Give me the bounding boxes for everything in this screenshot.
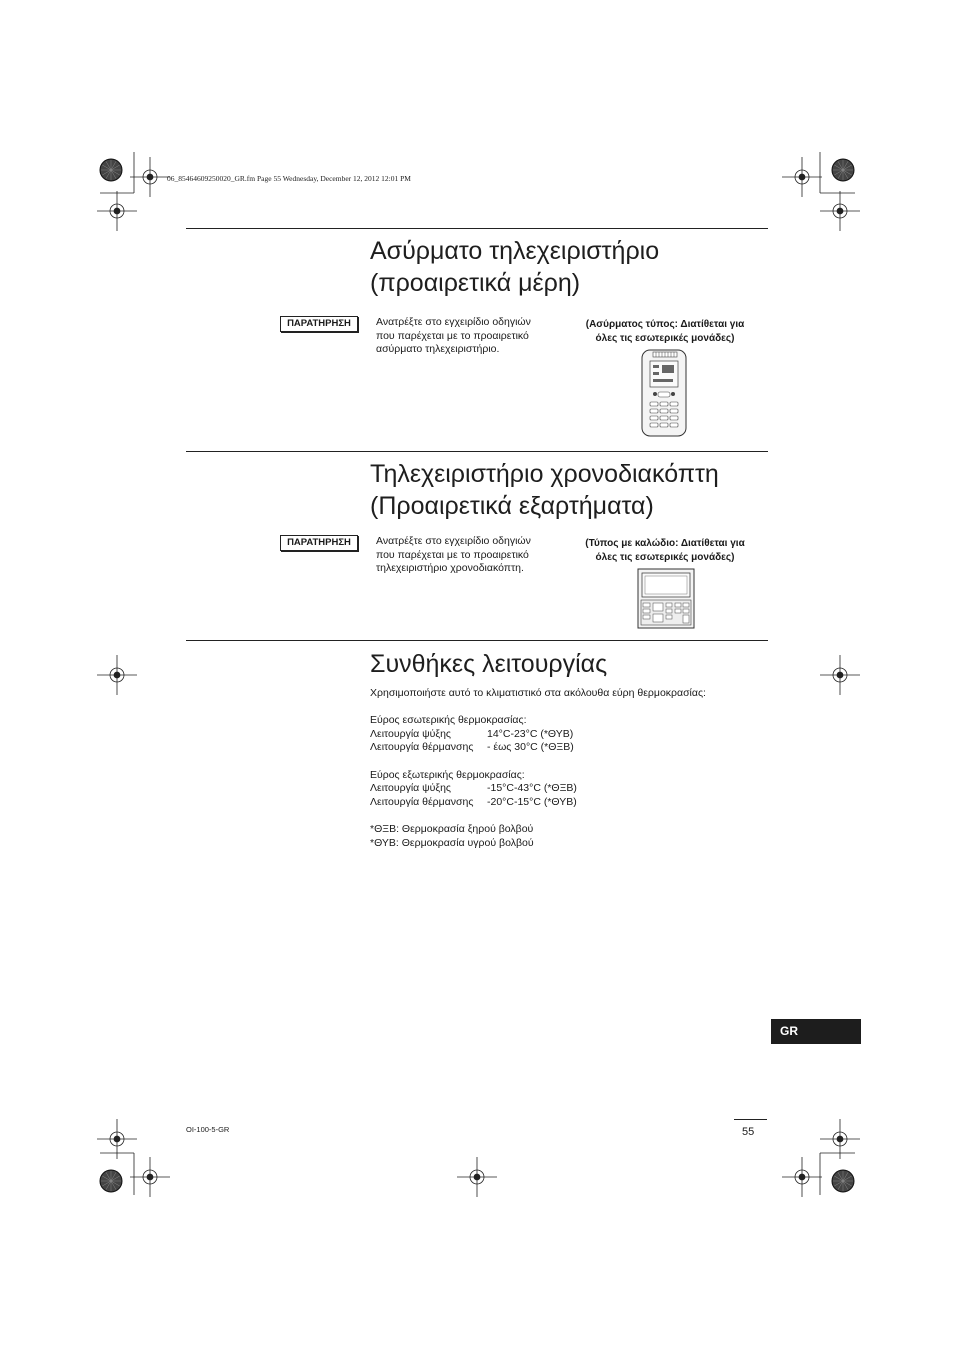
section-title-conditions: Συνθήκες λειτουργίας xyxy=(370,650,608,678)
registration-target-icon xyxy=(457,1157,497,1197)
indoor-row-cooling: Λειτουργία ψύξης 14°C-23°C (*ΘΥΒ) xyxy=(370,727,574,740)
page-number-rule xyxy=(734,1119,767,1120)
conditions-body xyxy=(370,687,706,850)
outdoor-heading: Εύρος εξωτερικής θερμοκρασίας: xyxy=(370,768,525,781)
footnote-dry-bulb: *ΘΞΒ: Θερμοκρασία ξηρού βολβού xyxy=(370,822,534,835)
caption-timer: (Τύπος με καλώδιο: Διατίθεται για όλες τις εσωτερικές μονάδες) xyxy=(585,538,745,563)
indoor-heading: Εύρος εσωτερικής θερμοκρασίας: xyxy=(370,714,527,727)
color-registration-dot-icon xyxy=(100,159,122,181)
registration-target-icon xyxy=(782,157,822,197)
language-tab: GR xyxy=(771,1019,861,1044)
color-registration-dot-icon xyxy=(832,1170,854,1192)
indoor-row-heating: Λειτουργία θέρμανσης - έως 30°C (*ΘΞΒ) xyxy=(370,741,574,754)
note-badge: ΠΑΡΑΤΗΡΗΣΗ xyxy=(280,316,358,332)
registration-target-icon xyxy=(130,157,170,197)
section-title-wireless: Ασύρματο τηλεχειριστήριο (προαιρετικά μέρη) xyxy=(370,237,660,297)
section-divider xyxy=(186,451,768,452)
note-text-wireless: Ανατρέξτε στο εγχειρίδιο οδηγιών που παρέχεται με το προαιρετικό ασύρματο τηλεχειριστήριο. xyxy=(376,316,531,355)
registration-target-icon xyxy=(130,1157,170,1197)
footnote-wet-bulb: *ΘΥΒ: Θερμοκρασία υγρού βολβού xyxy=(370,836,534,849)
registration-target-icon xyxy=(97,191,137,231)
color-registration-dot-icon xyxy=(832,159,854,181)
outdoor-row-heating: Λειτουργία θέρμανσης -20°C-15°C (*ΘΥΒ) xyxy=(370,795,577,808)
wireless-remote-icon xyxy=(640,348,700,440)
note-text-timer: Ανατρέξτε στο εγχειρίδιο οδηγιών που παρέχεται με το προαιρετικό τηλεχειριστήριο χρονοδιακόπτη. xyxy=(376,535,531,574)
conditions-intro: Χρησιμοποιήστε αυτό το κλιματιστικό στα ακόλουθα εύρη θερμοκρασίας: xyxy=(370,687,706,699)
section-divider xyxy=(186,228,768,229)
file-info-header: 06_85464609250020_GR.fm Page 55 Wednesday, December 12, 2012 12:01 PM xyxy=(167,174,411,183)
registration-target-icon xyxy=(97,655,137,695)
color-registration-dot-icon xyxy=(100,1170,122,1192)
doc-code: OI-100-5-GR xyxy=(186,1125,230,1134)
registration-target-icon xyxy=(820,191,860,231)
wired-timer-remote-icon xyxy=(637,568,697,630)
registration-target-icon xyxy=(782,1157,822,1197)
outdoor-row-cooling: Λειτουργία ψύξης -15°C-43°C (*ΘΞΒ) xyxy=(370,782,577,795)
section-divider xyxy=(186,640,768,641)
registration-target-icon xyxy=(820,655,860,695)
section-title-timer: Τηλεχειριστήριο χρονοδιακόπτη (Προαιρετικά εξαρτήματα) xyxy=(370,460,719,520)
note-badge: ΠΑΡΑΤΗΡΗΣΗ xyxy=(280,535,358,551)
page-number: 55 xyxy=(742,1126,755,1138)
caption-wireless: (Ασύρματος τύπος: Διατίθεται για όλες τις εσωτερικές μονάδες) xyxy=(585,319,745,344)
